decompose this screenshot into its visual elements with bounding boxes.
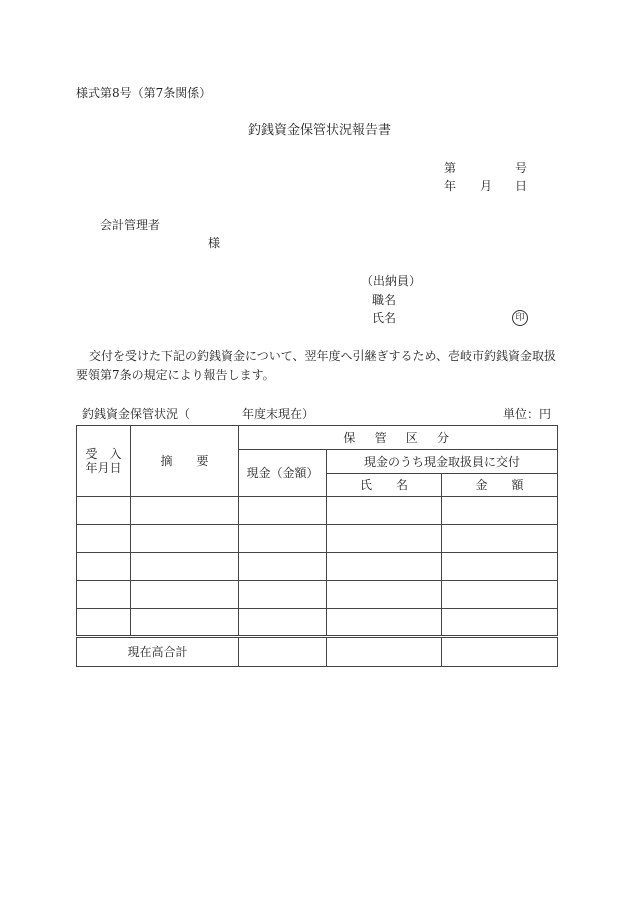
cell-name[interactable]	[327, 525, 442, 553]
table-caption-unit: 単位：円	[503, 407, 552, 421]
addressee-title: 会計管理者	[100, 218, 161, 232]
table-row	[77, 609, 558, 637]
cell-name[interactable]	[327, 581, 442, 609]
cell-date[interactable]	[77, 609, 131, 637]
cell-summary[interactable]	[131, 581, 239, 609]
cell-cash[interactable]	[239, 553, 327, 581]
header-handed-to-handler: 現金のうち現金取扱員に交付	[327, 450, 558, 474]
doc-number-dai: 第	[444, 161, 457, 175]
page-title: 釣銭資金保管状況報告書	[248, 123, 392, 138]
table-row	[77, 525, 558, 553]
header-amount: 金 額	[442, 474, 558, 497]
cell-cash[interactable]	[239, 525, 327, 553]
cell-date[interactable]	[77, 525, 131, 553]
cell-amount[interactable]	[442, 581, 558, 609]
cell-summary[interactable]	[131, 497, 239, 525]
cell-summary[interactable]	[131, 609, 239, 637]
cell-amount[interactable]	[442, 609, 558, 637]
addressee-honorific: 様	[208, 236, 221, 250]
cell-cash[interactable]	[239, 497, 327, 525]
sender-role: （出納員）	[361, 274, 422, 288]
header-received-line-2: 年月日	[85, 461, 122, 475]
sender-name-label: 氏名	[372, 311, 397, 325]
date-month: 月	[480, 179, 493, 193]
total-amount[interactable]	[442, 637, 558, 667]
table-row	[77, 497, 558, 525]
table-row	[77, 581, 558, 609]
cell-amount[interactable]	[442, 525, 558, 553]
table-caption-middle: 年度末現在）	[242, 407, 315, 421]
body-text-line-1: 交付を受けた下記の釣銭資金について、翌年度へ引継ぎするため、壱岐市釣銭資金取扱	[89, 349, 557, 363]
header-summary: 摘 要	[131, 426, 239, 497]
cell-amount[interactable]	[442, 497, 558, 525]
cell-summary[interactable]	[131, 525, 239, 553]
total-row	[77, 637, 558, 667]
seal-mark: 印	[512, 310, 528, 326]
table-caption-left: 釣銭資金保管状況（	[82, 407, 191, 421]
body-text-line-2: 要領第7条の規定により報告します。	[76, 368, 275, 382]
cell-name[interactable]	[327, 497, 442, 525]
header-cash-amount: 現金（金額）	[239, 450, 327, 497]
cell-cash[interactable]	[239, 581, 327, 609]
cell-date[interactable]	[77, 553, 131, 581]
total-name[interactable]	[327, 637, 442, 667]
date-day: 日	[515, 179, 528, 193]
form-number-label: 様式第8号（第7条関係）	[76, 86, 212, 100]
date-year: 年	[444, 179, 457, 193]
header-name: 氏 名	[327, 474, 442, 497]
sender-position-label: 職名	[372, 293, 397, 307]
cell-summary[interactable]	[131, 553, 239, 581]
header-received-date	[77, 426, 131, 497]
custody-table	[76, 425, 558, 667]
header-received-line-1: 受 入	[85, 447, 122, 461]
cell-cash[interactable]	[239, 609, 327, 637]
table-row	[77, 553, 558, 581]
header-custody-category: 保 管 区 分	[239, 426, 558, 450]
total-cash[interactable]	[239, 637, 327, 667]
total-label: 現在高合計	[77, 637, 239, 667]
cell-date[interactable]	[77, 497, 131, 525]
cell-name[interactable]	[327, 609, 442, 637]
cell-name[interactable]	[327, 553, 442, 581]
cell-amount[interactable]	[442, 553, 558, 581]
cell-date[interactable]	[77, 581, 131, 609]
doc-number-go: 号	[515, 161, 528, 175]
